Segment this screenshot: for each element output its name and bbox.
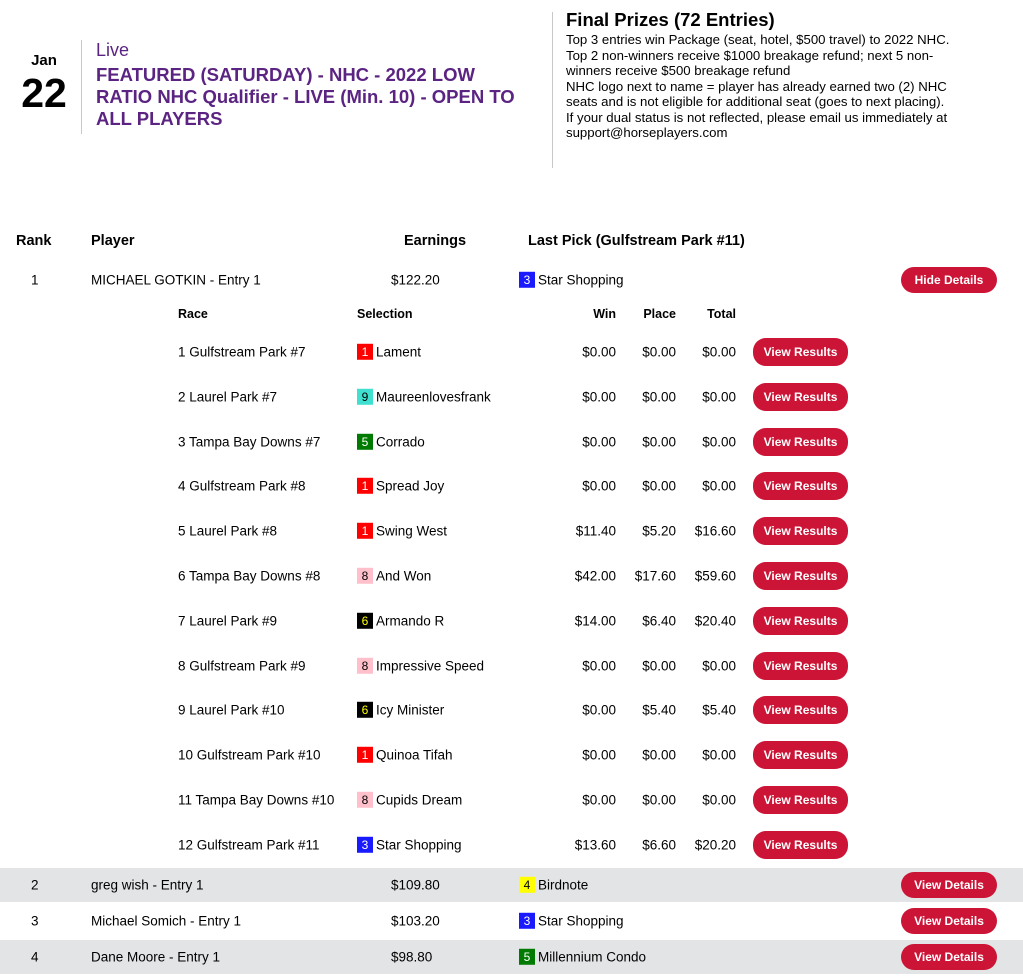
place-payout: $17.60 [634, 568, 676, 584]
total-payout: $0.00 [702, 792, 736, 808]
earnings-value: $98.80 [391, 949, 433, 965]
prize-line: If your dual status is not reflected, please email us immediately at [566, 109, 948, 125]
date-month: Jan [31, 52, 57, 69]
total-payout: $16.60 [694, 523, 736, 539]
selection-column-header: Selection [357, 307, 413, 321]
win-payout: $14.00 [574, 613, 616, 629]
win-payout: $42.00 [574, 568, 616, 584]
program-number-badge: 5 [519, 949, 535, 965]
total-column-header: Total [707, 307, 736, 321]
pick-detail-row [0, 558, 1023, 594]
selection [357, 658, 484, 674]
pick-detail-row [0, 737, 1023, 773]
pick-horse-name: Star Shopping [538, 913, 624, 929]
place-payout: $6.40 [642, 613, 676, 629]
selection [357, 568, 431, 584]
program-number-badge: 4 [519, 877, 535, 893]
selection [357, 389, 491, 405]
race-name: 4 Gulfstream Park #8 [178, 478, 306, 494]
view-results-button[interactable]: View Results [753, 383, 848, 411]
selection [357, 344, 421, 360]
win-payout: $0.00 [582, 658, 616, 674]
view-results-button[interactable]: View Results [753, 652, 848, 680]
race-name: 12 Gulfstream Park #11 [178, 837, 320, 853]
win-payout: $0.00 [582, 792, 616, 808]
tournament-status: Live [96, 40, 130, 60]
selection [357, 434, 425, 450]
total-payout: $5.40 [702, 702, 736, 718]
place-payout: $0.00 [642, 747, 676, 763]
selection-horse-name: Swing West [376, 523, 448, 539]
program-number-badge: 1 [357, 523, 373, 539]
total-payout: $0.00 [702, 478, 736, 494]
program-number-badge: 6 [357, 613, 373, 629]
program-number-badge: 9 [357, 389, 373, 405]
win-payout: $0.00 [582, 747, 616, 763]
last-pick [519, 949, 646, 965]
prize-line: Top 2 non-winners receive $1000 breakage refund; next 5 non- [566, 47, 934, 63]
prizes-description [566, 32, 1011, 141]
pick-horse-name: Star Shopping [538, 272, 624, 288]
win-payout: $0.00 [582, 389, 616, 405]
program-number-badge: 1 [357, 747, 373, 763]
race-name: 9 Laurel Park #10 [178, 702, 285, 718]
race-name: 10 Gulfstream Park #10 [178, 747, 321, 763]
win-payout: $0.00 [582, 702, 616, 718]
rank-column-header: Rank [16, 233, 52, 249]
view-results-button[interactable]: View Results [753, 562, 848, 590]
standings-row [0, 264, 1023, 296]
selection [357, 747, 453, 763]
prize-line: Top 3 entries win Package (seat, hotel, $500 travel) to 2022 NHC. [566, 32, 950, 47]
selection-horse-name: Spread Joy [376, 478, 445, 494]
pick-detail-row [0, 379, 1023, 415]
selection-horse-name: Impressive Speed [376, 658, 485, 674]
pick-detail-row [0, 468, 1023, 504]
race-name: 1 Gulfstream Park #7 [178, 344, 306, 360]
race-name: 8 Gulfstream Park #9 [178, 658, 306, 674]
total-payout: $0.00 [702, 658, 736, 674]
selection-horse-name: Quinoa Tifah [376, 747, 453, 763]
standings-row [0, 868, 1023, 902]
selection [357, 837, 462, 853]
total-payout: $0.00 [702, 747, 736, 763]
total-payout: $20.20 [694, 837, 736, 853]
hide-details-button[interactable]: Hide Details [901, 267, 997, 293]
place-column-header: Place [643, 307, 676, 321]
view-results-button[interactable]: View Results [753, 428, 848, 456]
selection-horse-name: Lament [376, 344, 422, 360]
win-payout: $13.60 [574, 837, 616, 853]
earnings-value: $109.80 [391, 877, 440, 893]
total-payout: $0.00 [702, 389, 736, 405]
earnings-column-header: Earnings [404, 233, 467, 249]
rank-value: 3 [31, 913, 39, 929]
total-payout: $59.60 [694, 568, 736, 584]
selection [357, 702, 444, 718]
program-number-badge: 6 [357, 702, 373, 718]
selection [357, 523, 447, 539]
player-name: Michael Somich - Entry 1 [91, 913, 242, 929]
win-payout: $0.00 [582, 434, 616, 450]
total-payout: $0.00 [702, 344, 736, 360]
player-name: Dane Moore - Entry 1 [91, 949, 221, 965]
last-pick [519, 877, 588, 893]
selection-horse-name: Corrado [376, 434, 425, 450]
race-name: 2 Laurel Park #7 [178, 389, 278, 405]
selection-horse-name: And Won [376, 568, 432, 584]
program-number-badge: 1 [357, 478, 373, 494]
pick-detail-row [0, 827, 1023, 863]
program-number-badge: 8 [357, 568, 373, 584]
rank-value: 2 [31, 877, 39, 893]
race-name: 6 Tampa Bay Downs #8 [178, 568, 321, 584]
view-results-button[interactable]: View Results [753, 786, 848, 814]
tournament-title: FEATURED (SATURDAY) - NHC - 2022 LOW RATIO NHC Qualifier - LIVE (Min. 10) - OPEN TO ALL PLAYERS [96, 64, 515, 129]
prize-line: winners receive $500 breakage refund [566, 63, 791, 78]
place-payout: $0.00 [642, 478, 676, 494]
view-details-button[interactable]: View Details [901, 872, 997, 898]
race-name: 3 Tampa Bay Downs #7 [178, 434, 321, 450]
player-column-header: Player [91, 233, 135, 249]
view-results-button[interactable]: View Results [753, 831, 848, 859]
pick-detail-row [0, 513, 1023, 549]
prize-line: support@horseplayers.com [566, 125, 728, 140]
pick-detail-row [0, 424, 1023, 460]
pick-detail-row [0, 603, 1023, 639]
prize-line: NHC logo next to name = player has already earned two (2) NHC [566, 78, 947, 94]
prizes-title: Final Prizes (72 Entries) [566, 9, 775, 30]
prize-divider [552, 12, 553, 168]
race-column-header: Race [178, 307, 208, 321]
program-number-badge: 1 [357, 344, 373, 360]
program-number-badge: 3 [357, 837, 373, 853]
view-results-button[interactable]: View Results [753, 338, 848, 366]
win-column-header: Win [593, 307, 616, 321]
selection-horse-name: Cupids Dream [376, 792, 463, 808]
date-divider [81, 40, 82, 134]
earnings-value: $122.20 [391, 272, 440, 288]
view-results-button[interactable]: View Results [753, 472, 848, 500]
view-details-button[interactable]: View Details [901, 944, 997, 970]
date-day: 22 [21, 70, 67, 116]
win-payout: $11.40 [575, 523, 616, 539]
pick-detail-row [0, 782, 1023, 818]
selection-horse-name: Star Shopping [376, 837, 462, 853]
place-payout: $5.20 [642, 523, 676, 539]
standings-row [0, 904, 1023, 938]
program-number-badge: 3 [519, 272, 535, 288]
program-number-badge: 5 [357, 434, 373, 450]
rank-value: 1 [31, 272, 39, 288]
place-payout: $0.00 [642, 434, 676, 450]
standings-row [0, 940, 1023, 974]
program-number-badge: 8 [357, 658, 373, 674]
total-payout: $0.00 [702, 434, 736, 450]
total-payout: $20.40 [694, 613, 736, 629]
player-name: MICHAEL GOTKIN - Entry 1 [91, 272, 261, 288]
program-number-badge: 8 [357, 792, 373, 808]
race-name: 11 Tampa Bay Downs #10 [178, 792, 335, 808]
win-payout: $0.00 [582, 478, 616, 494]
selection-horse-name: Armando R [376, 613, 445, 629]
win-payout: $0.00 [582, 344, 616, 360]
player-name: greg wish - Entry 1 [91, 877, 204, 893]
pick-detail-row [0, 334, 1023, 370]
pick-detail-row [0, 648, 1023, 684]
prize-line: seats and is not eligible for additional seat (goes to next placing). [566, 94, 945, 109]
last-pick [519, 272, 624, 288]
place-payout: $6.60 [642, 837, 676, 853]
view-results-button[interactable]: View Results [753, 741, 848, 769]
earnings-value: $103.20 [391, 913, 440, 929]
place-payout: $5.40 [642, 702, 676, 718]
place-payout: $0.00 [642, 389, 676, 405]
place-payout: $0.00 [642, 658, 676, 674]
view-results-button[interactable]: View Results [753, 517, 848, 545]
view-results-button[interactable]: View Results [753, 696, 848, 724]
last-pick [519, 913, 624, 929]
selection [357, 792, 462, 808]
place-payout: $0.00 [642, 792, 676, 808]
selection [357, 478, 444, 494]
race-name: 5 Laurel Park #8 [178, 523, 278, 539]
race-name: 7 Laurel Park #9 [178, 613, 278, 629]
pick-horse-name: Birdnote [538, 877, 589, 893]
rank-value: 4 [31, 949, 39, 965]
selection-horse-name: Maureenlovesfrank [376, 389, 491, 405]
place-payout: $0.00 [642, 344, 676, 360]
last-pick-column-header: Last Pick (Gulfstream Park #11) [528, 233, 745, 249]
selection [357, 613, 444, 629]
pick-detail-row [0, 692, 1023, 728]
view-details-button[interactable]: View Details [901, 908, 997, 934]
pick-horse-name: Millennium Condo [538, 949, 647, 965]
selection-horse-name: Icy Minister [376, 702, 445, 718]
view-results-button[interactable]: View Results [753, 607, 848, 635]
program-number-badge: 3 [519, 913, 535, 929]
